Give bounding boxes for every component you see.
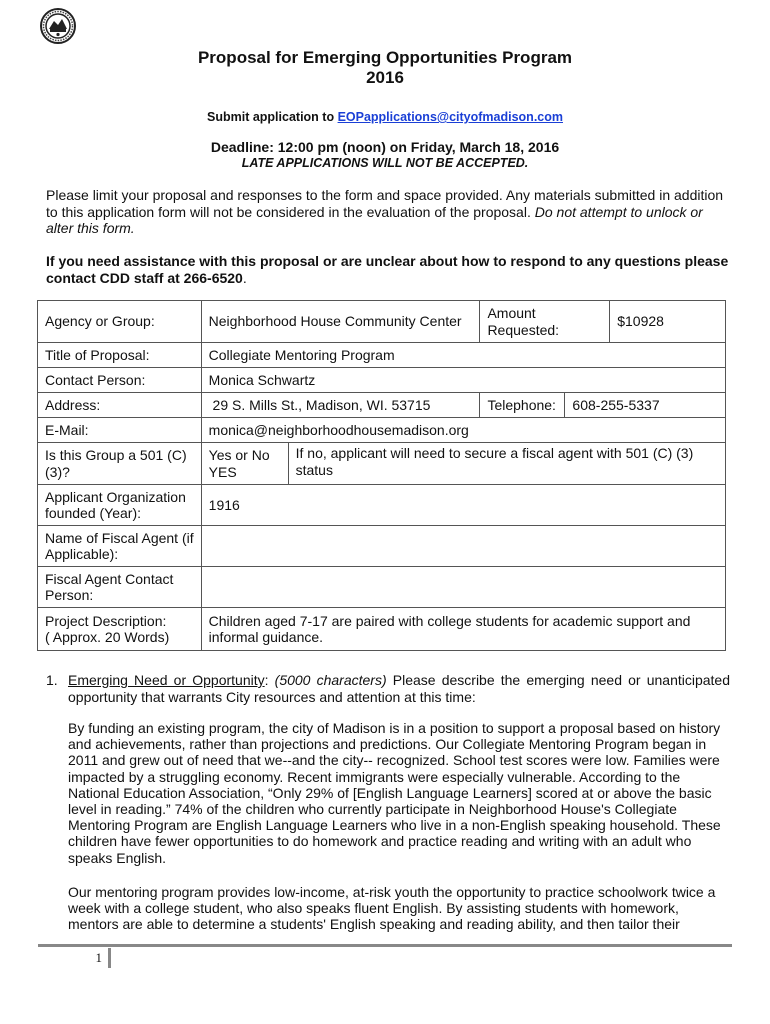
footer-page <box>60 948 114 970</box>
document-title: Proposal for Emerging Opportunities Program <box>197 48 573 67</box>
fiscal-contact-field[interactable] <box>201 567 725 608</box>
submit-instructions <box>0 110 770 124</box>
contact-field[interactable]: Monica Schwartz <box>201 368 725 393</box>
question-colon: : <box>264 672 275 688</box>
agency-field[interactable]: Neighborhood House Community Center <box>201 301 480 343</box>
agency-label: Agency or Group: <box>38 301 202 343</box>
desc-field[interactable]: Children aged 7-17 are paired with college students for academic support and informal guidance. <box>201 608 725 651</box>
row-founded <box>38 485 726 526</box>
c501-value: YES <box>208 463 237 480</box>
address-label: Address: <box>38 393 202 418</box>
limit-text: Please limit your proposal and responses to the form and space provided. Any materials submitted in addition to this application form will not be considered in the evaluation of the proposal. <box>46 187 724 220</box>
email-label: E-Mail: <box>38 418 202 443</box>
row-email <box>38 418 726 443</box>
telephone-label: Telephone: <box>480 393 565 418</box>
amount-label: Amount Requested: <box>480 301 610 343</box>
page-number: 1 <box>95 950 102 965</box>
title-label: Title of Proposal: <box>38 343 202 368</box>
c501-label: Is this Group a 501 (C) (3)? <box>38 443 202 485</box>
footer-divider <box>38 944 732 947</box>
row-fiscal-contact <box>38 567 726 608</box>
founded-field[interactable]: 1916 <box>201 485 725 526</box>
desc-label: Project Description: <box>45 612 167 629</box>
row-title <box>38 343 726 368</box>
answer-paragraph-2[interactable]: Our mentoring program provides low-income, at-risk youth the opportunity to practice schoolwork twice a week with a college student, who also speaks fluent English. By assisting students with homework, mentors are able to determine a students' English speaking and reading ability, and then tailor their <box>68 884 716 933</box>
submit-label: Submit application to <box>207 110 338 124</box>
fiscal-agent-label: Name of Fiscal Agent (if Applicable): <box>38 526 202 567</box>
question-text <box>68 672 730 705</box>
deadline: Deadline: 12:00 pm (noon) on Friday, March 18, 2016 <box>210 139 560 155</box>
row-agency <box>38 301 726 343</box>
row-contact <box>38 368 726 393</box>
fiscal-contact-label: Fiscal Agent Contact Person: <box>38 567 202 608</box>
late-notice: LATE APPLICATIONS WILL NOT BE ACCEPTED. <box>241 156 529 170</box>
submit-email-link[interactable]: EOPapplications@cityofmadison.com <box>337 110 563 124</box>
question-number: 1. <box>46 672 58 688</box>
email-field[interactable]: monica@neighborhoodhousemadison.org <box>201 418 725 443</box>
row-address <box>38 393 726 418</box>
assist-text: If you need assistance with this proposal or are unclear about how to respond to any questions please contact CDD staff at 266-6520 <box>46 253 729 286</box>
telephone-field[interactable]: 608-255-5337 <box>565 393 726 418</box>
title-field[interactable]: Collegiate Mentoring Program <box>201 343 725 368</box>
assistance-notice <box>46 253 730 286</box>
c501-note: If no, applicant will need to secure a fiscal agent with 501 (C) (3) status <box>288 443 725 485</box>
limit-italic: Do not attempt to unlock or alter this form. <box>46 203 703 236</box>
row-fiscal-agent <box>38 526 726 567</box>
founded-label: Applicant Organization founded (Year): <box>38 485 202 526</box>
question-limit: (5000 characters) <box>274 672 387 688</box>
application-form-table <box>37 300 726 651</box>
c501-field[interactable] <box>201 443 288 485</box>
desc-label-cell <box>38 608 202 651</box>
question-1 <box>46 672 730 705</box>
contact-label: Contact Person: <box>38 368 202 393</box>
address-field[interactable]: 29 S. Mills St., Madison, WI. 53715 <box>201 393 480 418</box>
fiscal-agent-field[interactable] <box>201 526 725 567</box>
desc-sublabel: ( Approx. 20 Words) <box>45 629 170 645</box>
document-year: 2016 <box>366 68 404 87</box>
amount-field[interactable]: $10928 <box>610 301 726 343</box>
limit-instructions <box>46 187 730 237</box>
row-501c3 <box>38 443 726 485</box>
assist-end: . <box>242 269 247 286</box>
question-prompt: Please describe the emerging need or unanticipated opportunity that warrants City resources and attention at this time: <box>68 672 731 705</box>
row-description <box>38 608 726 651</box>
c501-options-label: Yes or No <box>208 447 270 463</box>
question-heading: Emerging Need or Opportunity <box>68 672 265 688</box>
answer-paragraph-1[interactable]: By funding an existing program, the city of Madison is in a position to support a proposal based on history and achievements, rather than projections and predictions. Our Collegiate Mentoring Program began in 2011 and grew out of need that we--and the city-- recognized. School test scores were low. Families were impacted by a struggling economy. Recent immigrants were especially vulnerable. According to the National Education Association, “Only 29% of [English Language Learners] scored at or above the basic level in reading.” 74% of the children who currently participate in Neighborhood House's Collegiate Mentoring Program are English Language Learners who live in a non-English speaking household. These children have fewer opportunities to do homework and practice reading and writing with an adult who speaks English. <box>68 720 721 866</box>
page-number-bar <box>108 948 111 968</box>
city-seal-icon <box>40 8 76 44</box>
